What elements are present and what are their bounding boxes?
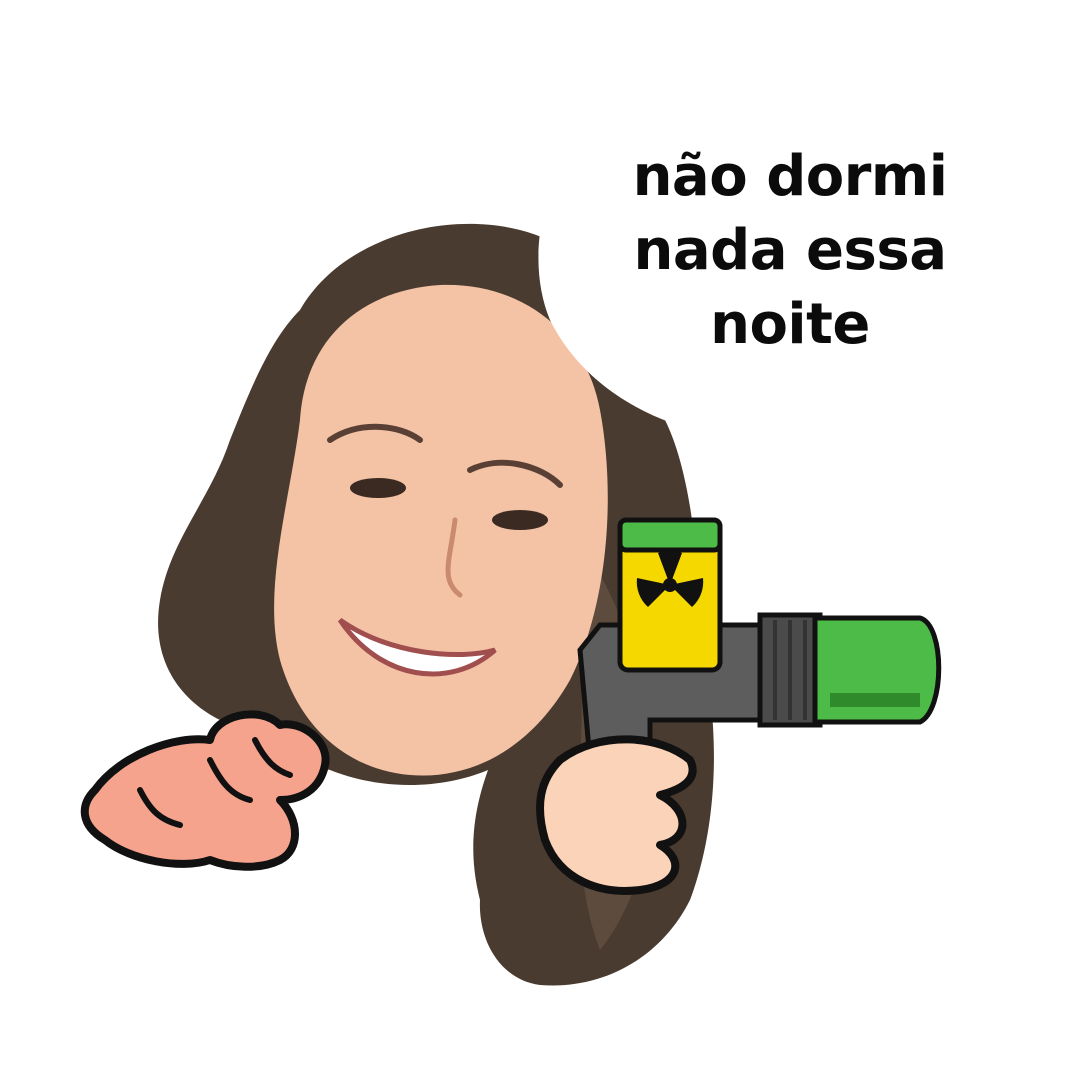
speech-line-3: noite: [710, 292, 870, 357]
speech-line-1: não dormi: [632, 144, 948, 209]
speech-line-2: nada essa: [633, 218, 947, 283]
ray-gun-icon: [580, 520, 939, 760]
left-fist: [85, 714, 326, 866]
right-eye: [492, 510, 548, 530]
left-eye: [350, 478, 406, 498]
speech-bubble-text: [600, 140, 980, 362]
right-hand: [540, 739, 693, 891]
